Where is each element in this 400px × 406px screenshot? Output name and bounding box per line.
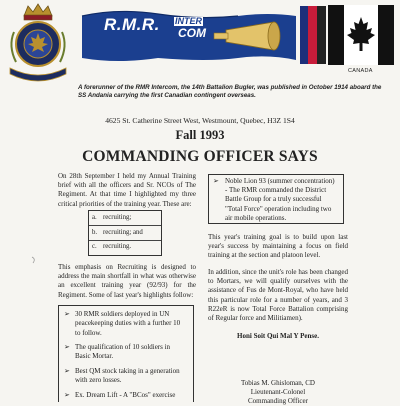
highlight-item: Best QM stock taking in a generation with zero losses. bbox=[75, 367, 180, 385]
issue-date: Fall 1993 bbox=[175, 128, 225, 142]
priority-text: recruiting; bbox=[103, 214, 132, 221]
signature-name: Tobias M. Ghisloman, CD bbox=[241, 379, 315, 387]
priority-item bbox=[89, 226, 161, 241]
priority-letter: b. bbox=[92, 228, 98, 236]
arrow-bullet-icon: ➢ bbox=[213, 177, 219, 185]
highlight-item: The qualification of 10 soldiers in Basic Mortar. bbox=[75, 343, 171, 361]
priority-letter: a. bbox=[92, 214, 97, 221]
priority-text: recruiting. bbox=[103, 243, 132, 250]
intro-paragraph: On 28th September I held my Annual Training brief with all the officers and Sr. NCOs of The Regiment. At that time I highlighted my three critical priorities of the training year. These are: bbox=[58, 172, 196, 208]
highlights-box bbox=[58, 305, 194, 402]
priority-letter: c. bbox=[92, 243, 97, 250]
priority-item bbox=[89, 240, 161, 254]
arrow-bullet-icon: ➢ bbox=[64, 367, 70, 375]
highlight-item: 30 RMR soldiers deployed in UN peacekeeping duties with a further 10 to follow. bbox=[75, 310, 181, 337]
page-title: COMMANDING OFFICER SAYS bbox=[82, 148, 318, 165]
canada-flag-icon bbox=[328, 5, 394, 65]
regimental-crest-icon bbox=[4, 2, 72, 86]
banner-inter-text: INTER bbox=[175, 16, 202, 26]
stripe-black bbox=[317, 6, 326, 64]
banner-com-text: COM bbox=[178, 26, 206, 40]
canada-label: CANADA bbox=[348, 68, 373, 74]
arrow-bullet-icon: ➢ bbox=[64, 391, 70, 399]
banner-title bbox=[104, 14, 224, 58]
binder-hole-icon bbox=[30, 256, 38, 264]
banner-rmr-text: R.M.R. bbox=[104, 15, 160, 34]
priority-item bbox=[89, 211, 161, 226]
stripe-red bbox=[308, 6, 317, 64]
priority-text: recruiting; and bbox=[103, 228, 143, 236]
header-caption: A forerunner of the RMR Intercom, the 14th Battalion Bugler, was published in October 1914 aboard the SS Andania carrying the first Canadian contingent overseas. bbox=[78, 84, 382, 100]
noble-lion-text: Noble Lion 93 (summer concentration) - The RMR commanded the District Battle Group for a truly successful "Total Force" operation including two air mobile operations. bbox=[225, 177, 335, 222]
regimental-stripes bbox=[300, 6, 326, 64]
signature-title: Commanding Officer bbox=[248, 397, 308, 406]
regimental-motto: Honi Soit Qui Mal Y Pense. bbox=[237, 332, 319, 340]
arrow-bullet-icon: ➢ bbox=[64, 310, 70, 318]
mortars-paragraph: In addition, since the unit's role has been changed to Mortars, we will qualify ourselves with the assistance of Fus de Mont-Royal, who have held this particular role for a number of years, and 3 R22eR is now Total Force Battalion comprising of Regular force and Militiamen). bbox=[208, 268, 348, 323]
training-goal-paragraph: This year's training goal is to build upon last year's success by maintaining a focus on field training at the section and platoon level. bbox=[208, 233, 348, 260]
highlight-item: Ex. Dream Lift - A "BCos" exercise bbox=[75, 391, 176, 399]
noble-lion-box bbox=[208, 174, 344, 224]
signature-block bbox=[208, 379, 348, 406]
recruiting-paragraph: This emphasis on Recruiting is designed to address the main shortfall in what was otherwise an excellent training year (92/93) for the Regiment. Some of last year's highlights follow: bbox=[58, 263, 196, 299]
regiment-address: 4625 St. Catherine Street West, Westmount, Quebec, H3Z 1S4 bbox=[105, 116, 295, 125]
arrow-bullet-icon: ➢ bbox=[64, 343, 70, 351]
priorities-box bbox=[88, 210, 162, 256]
stripe-navy bbox=[300, 6, 308, 64]
signature-rank: Lieutenant-Colonel bbox=[250, 388, 306, 397]
